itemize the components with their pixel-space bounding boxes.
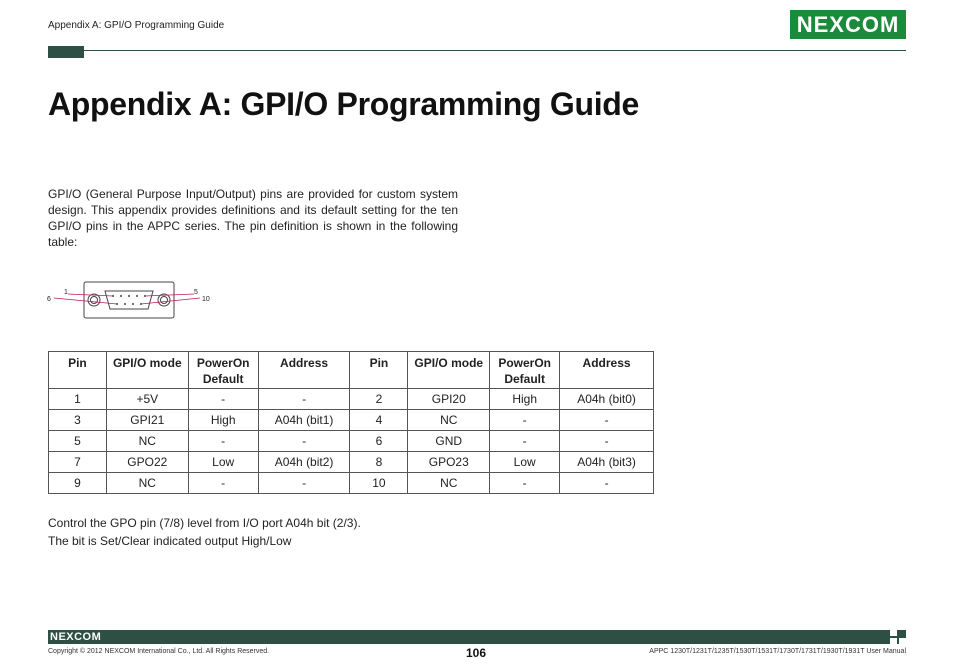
table-cell: 7: [49, 452, 107, 473]
table-cell: A04h (bit0): [560, 389, 654, 410]
table-cell: 1: [49, 389, 107, 410]
col-header: GPI/O mode: [408, 352, 490, 389]
nexcom-logo: [790, 10, 906, 39]
table-row: [49, 431, 654, 452]
table-cell: 2: [350, 389, 408, 410]
table-cell: +5V: [106, 389, 188, 410]
table-cell: NC: [408, 473, 490, 494]
table-cell: -: [188, 389, 258, 410]
table-cell: -: [188, 431, 258, 452]
intro-paragraph: GPI/O (General Purpose Input/Output) pins are provided for custom system design. This appendix provides definitions and its default setting for the ten GPI/O pins in the APPC series. The pin definition is shown in the following table:: [48, 187, 458, 249]
table-row: [49, 473, 654, 494]
pin-label-1: 1: [64, 289, 68, 296]
table-cell: 9: [49, 473, 107, 494]
table-cell: -: [490, 431, 560, 452]
table-cell: -: [258, 389, 350, 410]
table-header-row: [49, 352, 654, 389]
table-cell: -: [258, 473, 350, 494]
table-cell: -: [560, 431, 654, 452]
page-title: Appendix A: GPI/O Programming Guide: [48, 86, 640, 122]
table-cell: A04h (bit2): [258, 452, 350, 473]
table-cell: A04h (bit1): [258, 410, 350, 431]
table-cell: Low: [188, 452, 258, 473]
footer-bar: [48, 630, 906, 644]
table-cell: 4: [350, 410, 408, 431]
connector-shell: [105, 291, 153, 309]
table-cell: -: [560, 410, 654, 431]
footer-manual-title: APPC 1230T/1231T/1235T/1530T/1531T/1730T/1731T/1930T/1931T User Manual: [649, 648, 906, 655]
header-section-label: Appendix A: GPI/O Programming Guide: [48, 20, 225, 31]
table-cell: NC: [408, 410, 490, 431]
footer-logo: NEXCOM: [50, 631, 102, 643]
note-line-2: The bit is Set/Clear indicated output High/Low: [48, 534, 292, 548]
table-cell: A04h (bit3): [560, 452, 654, 473]
table-cell: -: [560, 473, 654, 494]
table-cell: GPI21: [106, 410, 188, 431]
screw-left-icon: [88, 294, 100, 306]
gpo-control-note: [48, 514, 361, 550]
col-header: Address: [560, 352, 654, 389]
col-header: PowerOn Default: [490, 352, 560, 389]
table-cell: GND: [408, 431, 490, 452]
col-header: GPI/O mode: [106, 352, 188, 389]
col-header: Pin: [350, 352, 408, 389]
table-cell: GPO23: [408, 452, 490, 473]
footer-squares-icon: [890, 630, 906, 644]
pin-label-10: 10: [202, 296, 210, 303]
table-cell: GPI20: [408, 389, 490, 410]
table-cell: High: [188, 410, 258, 431]
table-cell: -: [490, 410, 560, 431]
table-cell: NC: [106, 431, 188, 452]
col-header: PowerOn Default: [188, 352, 258, 389]
header-rule: [48, 50, 906, 51]
gpio-pin-table: [48, 351, 654, 494]
table-cell: NC: [106, 473, 188, 494]
table-cell: GPO22: [106, 452, 188, 473]
table-cell: -: [490, 473, 560, 494]
table-cell: 10: [350, 473, 408, 494]
screw-right-icon: [158, 294, 170, 306]
table-cell: -: [188, 473, 258, 494]
table-cell: 8: [350, 452, 408, 473]
logo-text: NEXCOM: [796, 11, 900, 37]
header-accent-block: [48, 46, 84, 58]
table-cell: 5: [49, 431, 107, 452]
table-row: [49, 389, 654, 410]
db9-connector-diagram: [44, 280, 224, 322]
table-cell: High: [490, 389, 560, 410]
col-header: Pin: [49, 352, 107, 389]
note-line-1: Control the GPO pin (7/8) level from I/O port A04h bit (2/3).: [48, 516, 361, 530]
col-header: Address: [258, 352, 350, 389]
table-cell: Low: [490, 452, 560, 473]
footer-copyright: Copyright © 2012 NEXCOM International Co., Ltd. All Rights Reserved.: [48, 648, 270, 655]
table-cell: -: [258, 431, 350, 452]
table-row: [49, 452, 654, 473]
pin-label-6: 6: [47, 296, 51, 303]
pin-label-5: 5: [194, 289, 198, 296]
table-cell: 3: [49, 410, 107, 431]
table-row: [49, 410, 654, 431]
page-number: 106: [466, 646, 487, 660]
table-cell: 6: [350, 431, 408, 452]
